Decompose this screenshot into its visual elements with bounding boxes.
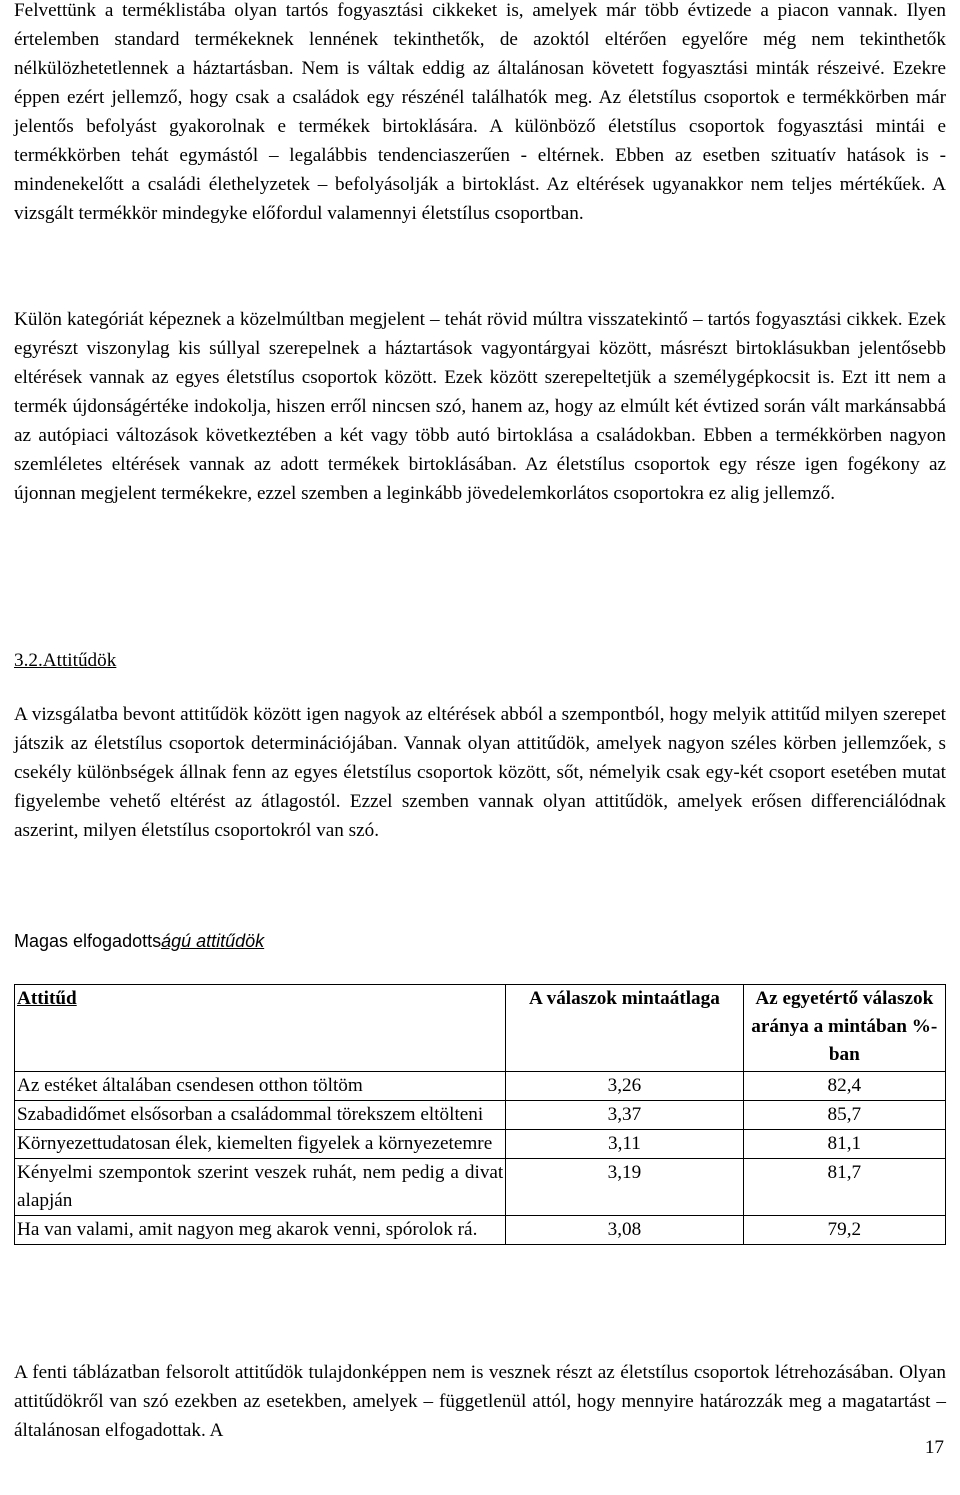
cell-mean: 3,19: [506, 1159, 743, 1216]
cell-share: 85,7: [743, 1101, 945, 1130]
paragraph-new-durables: Külön kategóriát képeznek a közelmúltban megjelent – tehát rövid múltra visszatekintő – tartós fogyasztási cikkek. Ezek egyrészt viszonylag kis súllyal szerepelnek a háztartások vagyontárgyai között, másrészt birtoklásukban jelentősebb eltérések vannak az egyes életstílus csoportok között. Ezek között szerepeltetjük a személygépkocsit is. Ezt itt nem a termék újdonságértéke indokolja, hiszen erről nincsen szó, hanem az, hogy az elmúlt két évtized során vált markánsabbá az autópiaci változások következtében a két vagy több autó birtoklása a családokban. Ebben a termékkörben nagyon szemléletes eltérések vannak az adott termékek birtoklásában. Az életstílus csoportok egy része igen fogékony az újonnan megjelent termékekre, ezzel szemben a leginkább jövedelemkorlátos csoportokra ez alig jellemző.: [14, 309, 946, 504]
cell-attitude: Szabadidőmet elsősorban a családommal törekszem eltölteni: [15, 1101, 506, 1130]
cell-attitude: Az estéket általában csendesen otthon töltöm: [15, 1072, 506, 1101]
cell-mean: 3,08: [506, 1216, 743, 1245]
table-header-row: [15, 985, 946, 1072]
table-row: [15, 1130, 946, 1159]
table-caption-plain: Magas elfogadotts: [14, 931, 162, 951]
paragraph-table-commentary: A fenti táblázatban felsorolt attitűdök tulajdonképpen nem is vesznek részt az életstílus csoportok létrehozásában. Olyan attitűdökről van szó ezekben az esetekben, amelyek – függetlenül attól, hogy mennyire határozzák meg a magatartást – általánosan elfogadottak. A: [14, 1362, 946, 1441]
cell-share: 81,7: [743, 1159, 945, 1216]
table-row: [15, 1159, 946, 1216]
header-mean: A válaszok mintaátlaga: [506, 985, 743, 1072]
cell-mean: 3,11: [506, 1130, 743, 1159]
section-heading: 3.2.Attitűdök: [14, 650, 117, 671]
cell-attitude: Környezettudatosan élek, kiemelten figyelek a környezetemre: [15, 1130, 506, 1159]
table-row: [15, 1072, 946, 1101]
attitude-table: [14, 984, 946, 1245]
header-share: Az egyetértő válaszok aránya a mintában %-ban: [743, 985, 945, 1072]
table-row: [15, 1216, 946, 1245]
cell-share: 79,2: [743, 1216, 945, 1245]
cell-mean: 3,26: [506, 1072, 743, 1101]
table-caption: [14, 927, 264, 956]
cell-share: 81,1: [743, 1130, 945, 1159]
page-number: 17: [924, 1437, 944, 1458]
table-caption-italic: ágú attitűdök: [161, 931, 265, 951]
cell-share: 82,4: [743, 1072, 945, 1101]
cell-mean: 3,37: [506, 1101, 743, 1130]
table-row: [15, 1101, 946, 1130]
header-attitude: Attitűd: [15, 985, 506, 1072]
cell-attitude: Kényelmi szempontok szerint veszek ruhát, nem pedig a divat alapján: [15, 1159, 506, 1216]
cell-attitude: Ha van valami, amit nagyon meg akarok venni, spórolok rá.: [15, 1216, 506, 1245]
paragraph-consumer-goods: Felvettünk a terméklistába olyan tartós fogyasztási cikkeket is, amelyek már több évtizede a piacon vannak. Ilyen értelemben standard termékeknek lennének tekinthetők, de azoktól eltérően egyelőre még nem tekinthetők nélkülözhetetlennek a háztartásban. Nem is váltak eddig az általánosan követett fogyasztási minták részeivé. Ezekre éppen ezért jellemző, hogy csak a családok egy részénél találhatók meg. Az életstílus csoportok e termékkörben már jelentős befolyást gyakorolnak e termékek birtoklására. A különböző életstílus csoportok fogyasztási mintái e termékkörben tehát egymástól – legalábbis tendenciaszerűen - eltérnek. Ebben az esetben szituatív hatások is - mindenekelőtt a családi élethelyzetek – befolyásolják a birtoklást. Az eltérések ugyanakkor nem teljes mértékűek. A vizsgált termékkör mindegyke előfordul valamennyi életstílus csoportban.: [14, 0, 946, 224]
paragraph-attitudes: A vizsgálatba bevont attitűdök között igen nagyok az eltérések abból a szempontból, hogy melyik attitűd milyen szerepet játszik az életstílus csoportok determinációjában. Vannak olyan attitűdök, amelyek nagyon széles körben jellemzőek, s csekély különbségek állnak fenn az egyes életstílus csoportok között, sőt, némelyik csak egy-két csoport esetében mutat figyelembe vehető eltérést az átlagostól. Ezzel szemben vannak olyan attitűdök, amelyek erősen differenciálódnak aszerint, milyen életstílus csoportokról van szó.: [14, 704, 946, 841]
